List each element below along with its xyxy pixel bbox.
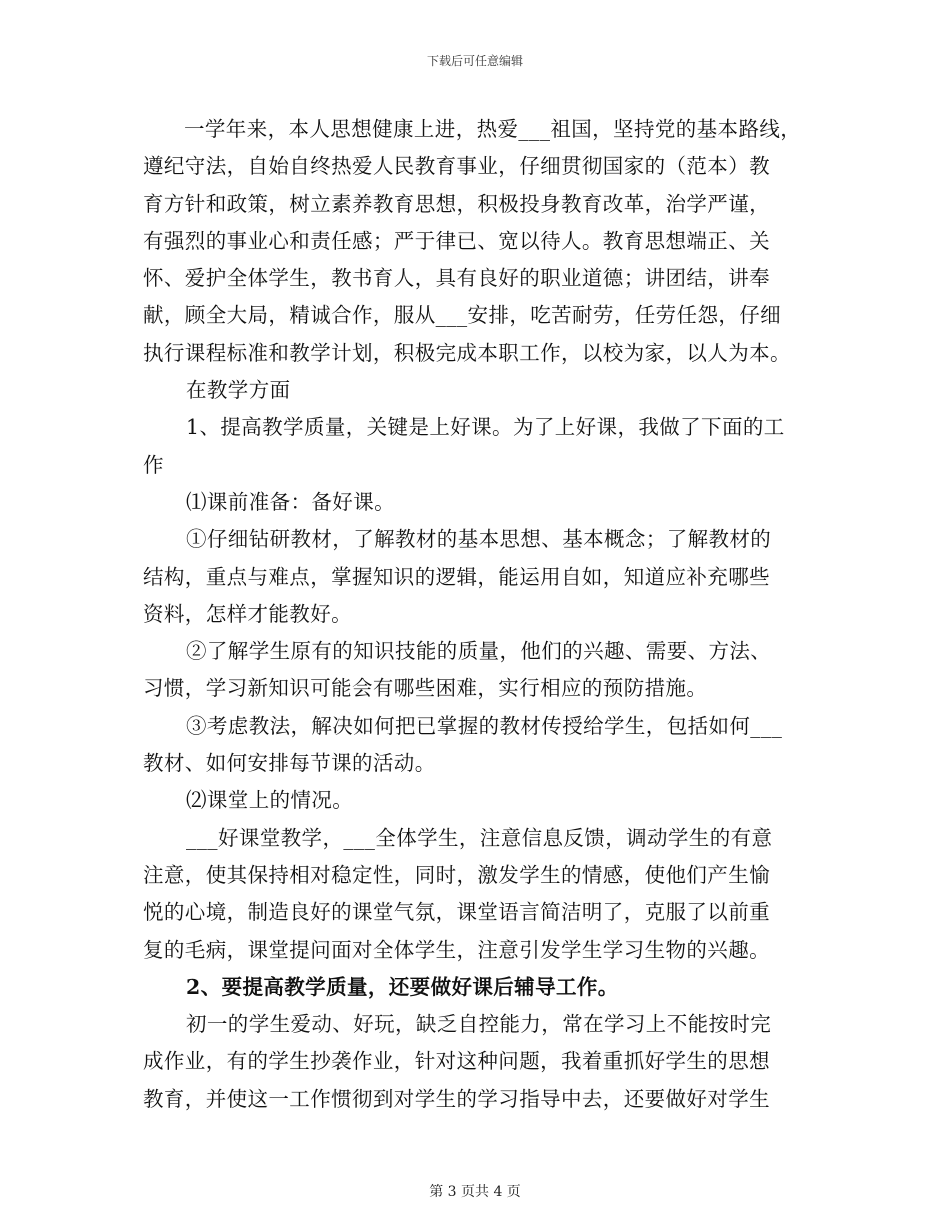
text-line: ③考虑教法，解决如何把已掌握的教材传授给学生，包括如何___ [186, 713, 783, 738]
text-line: 有强烈的事业心和责任感；严于律已、宽以待人。教育思想端正、关 [143, 228, 770, 253]
page-footer: 第 3 页共 4 页 [429, 1184, 521, 1200]
text-line: ②了解学生原有的知识技能的质量，他们的兴趣、需要、方法、 [186, 639, 772, 664]
text-line: 执行课程标准和教学计划，积极完成本职工作，以校为家，以人为本。 [143, 340, 791, 365]
document-body [143, 111, 813, 1118]
text-line: 初一的学生爱动、好玩，缺乏自控能力，常在学习上不能按时完 [186, 1012, 772, 1037]
text-line: 结构，重点与难点，掌握知识的逻辑，能运用自如，知道应补充哪些 [143, 564, 770, 589]
text-line: 献，顾全大局，精诚合作，服从___安排，吃苦耐劳，任劳任怨，仔细 [143, 303, 782, 328]
text-line: 1、提高教学质量，关键是上好课。为了上好课，我做了下面的工 [186, 415, 785, 440]
text-line: ___好课堂教学，___全体学生，注意信息反馈，调动学生的有意 [186, 825, 773, 850]
text-line: 教育，并使这一工作惯彻到对学生的学习指导中去，还要做好对学生 [143, 1086, 770, 1111]
text-line: 在教学方面 [186, 378, 291, 403]
text-line: 成作业，有的学生抄袭作业，针对这种问题，我着重抓好学生的思想 [143, 1049, 770, 1074]
text-line: 悦的心境，制造良好的课堂气氛，课堂语言简洁明了，克服了以前重 [143, 900, 770, 925]
text-line: 怀、爱护全体学生，教书育人，具有良好的职业道德；讲团结，讲奉 [143, 266, 770, 291]
text-line: 复的毛病，课堂提问面对全体学生，注意引发学生学习生物的兴趣。 [143, 937, 770, 962]
text-line: 教材、如何安排每节课的活动。 [143, 751, 436, 776]
text-line: 作 [143, 452, 164, 477]
text-line: ⑴课前准备：备好课。 [186, 489, 395, 514]
text-line: 资料，怎样才能教好。 [143, 601, 352, 626]
text-line: 遵纪守法，自始自终热爱人民教育事业，仔细贯彻国家的（范本）教 [143, 154, 770, 179]
text-line: 育方针和政策，树立素养教育思想，积极投身教育改革，治学严谨， [143, 191, 770, 216]
text-line: ①仔细钻研教材，了解教材的基本思想、基本概念；了解教材的 [186, 527, 772, 552]
text-line: 注意，使其保持相对稳定性，同时，激发学生的情感，使他们产生愉 [143, 862, 770, 887]
page-header: 下载后可任意编辑 [426, 54, 523, 68]
text-line: 一学年来，本人思想健康上进，热爱___祖国，坚持党的基本路线， [184, 117, 802, 141]
text-line: 习惯，学习新知识可能会有哪些困难，实行相应的预防措施。 [143, 676, 708, 701]
text-line: ⑵课堂上的情况。 [186, 788, 354, 813]
section-heading-line: 2、要提高教学质量，还要做好课后辅导工作。 [186, 974, 619, 999]
